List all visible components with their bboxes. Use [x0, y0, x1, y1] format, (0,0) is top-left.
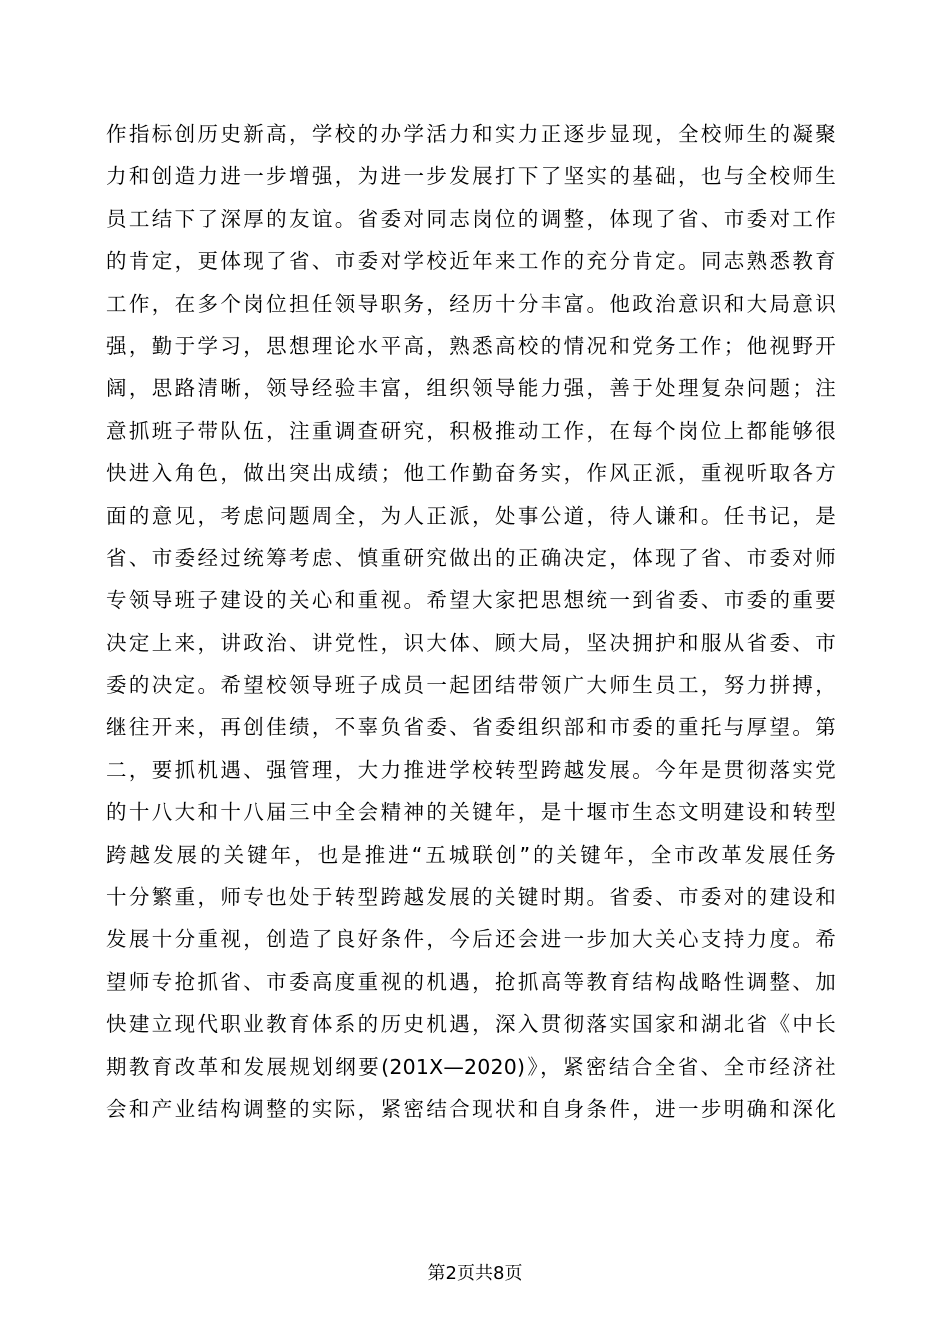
text-line: 快进入角色，做出突出成绩；他工作勤奋务实，作风正派，重视听取各方: [106, 461, 836, 486]
text-line: 作指标创历史新高，学校的办学活力和实力正逐步显现，全校师生的凝聚: [106, 122, 836, 146]
text-line: 的十八大和十八届三中全会精神的关键年，是十堰市生态文明建设和转型: [106, 800, 836, 825]
text-line: 跨越发展的关键年，也是推进“五城联创”的关键年，全市改革发展任务: [106, 842, 836, 867]
text-line: 发展十分重视，创造了良好条件，今后还会进一步加大关心支持力度。希: [106, 927, 836, 952]
text-line: 的肯定，更体现了省、市委对学校近年来工作的充分肯定。同志熟悉教育: [106, 249, 836, 274]
text-line: 会和产业结构调整的实际，紧密结合现状和自身条件，进一步明确和深化: [106, 1096, 836, 1121]
text-line: 强，勤于学习，思想理论水平高，熟悉高校的情况和党务工作；他视野开: [106, 333, 836, 358]
text-line: 委的决定。希望校领导班子成员一起团结带领广大师生员工，努力拼搏，: [106, 673, 836, 698]
text-line: 望师专抢抓省、市委高度重视的机遇，抢抓高等教育结构战略性调整、加: [106, 969, 836, 994]
text-line: 继往开来，再创佳绩，不辜负省委、省委组织部和市委的重托与厚望。第: [106, 715, 836, 740]
page-number: 第2页共8页: [427, 1263, 523, 1284]
text-line: 专领导班子建设的关心和重视。希望大家把思想统一到省委、市委的重要: [106, 588, 836, 613]
text-line: 意抓班子带队伍，注重调查研究，积极推动工作，在每个岗位上都能够很: [106, 418, 836, 443]
text-line: 阔，思路清晰，领导经验丰富，组织领导能力强，善于处理复杂问题；注: [106, 376, 836, 401]
text-line: 省、市委经过统筹考虑、慎重研究做出的正确决定，体现了省、市委对师: [106, 545, 836, 570]
text-line: 决定上来，讲政治、讲党性，识大体、顾大局，坚决拥护和服从省委、市: [106, 630, 836, 655]
text-line: 快建立现代职业教育体系的历史机遇，深入贯彻落实国家和湖北省《中长: [106, 1012, 836, 1037]
body-text: [106, 113, 836, 1130]
text-line: 工作，在多个岗位担任领导职务，经历十分丰富。他政治意识和大局意识: [106, 291, 836, 316]
text-line: 力和创造力进一步增强，为进一步发展打下了坚实的基础，也与全校师生: [106, 164, 836, 189]
text-line: 十分繁重，师专也处于转型跨越发展的关键时期。省委、市委对的建设和: [106, 885, 836, 910]
text-line: 面的意见，考虑问题周全，为人正派，处事公道，待人谦和。任书记，是: [106, 503, 836, 528]
text-line: 期教育改革和发展规划纲要(201X—2020)》，紧密结合全省、全市经济社: [106, 1054, 836, 1079]
text-line: 员工结下了深厚的友谊。省委对同志岗位的调整，体现了省、市委对工作: [106, 206, 836, 231]
text-line: 二，要抓机遇、强管理，大力推进学校转型跨越发展。今年是贯彻落实党: [106, 757, 836, 782]
